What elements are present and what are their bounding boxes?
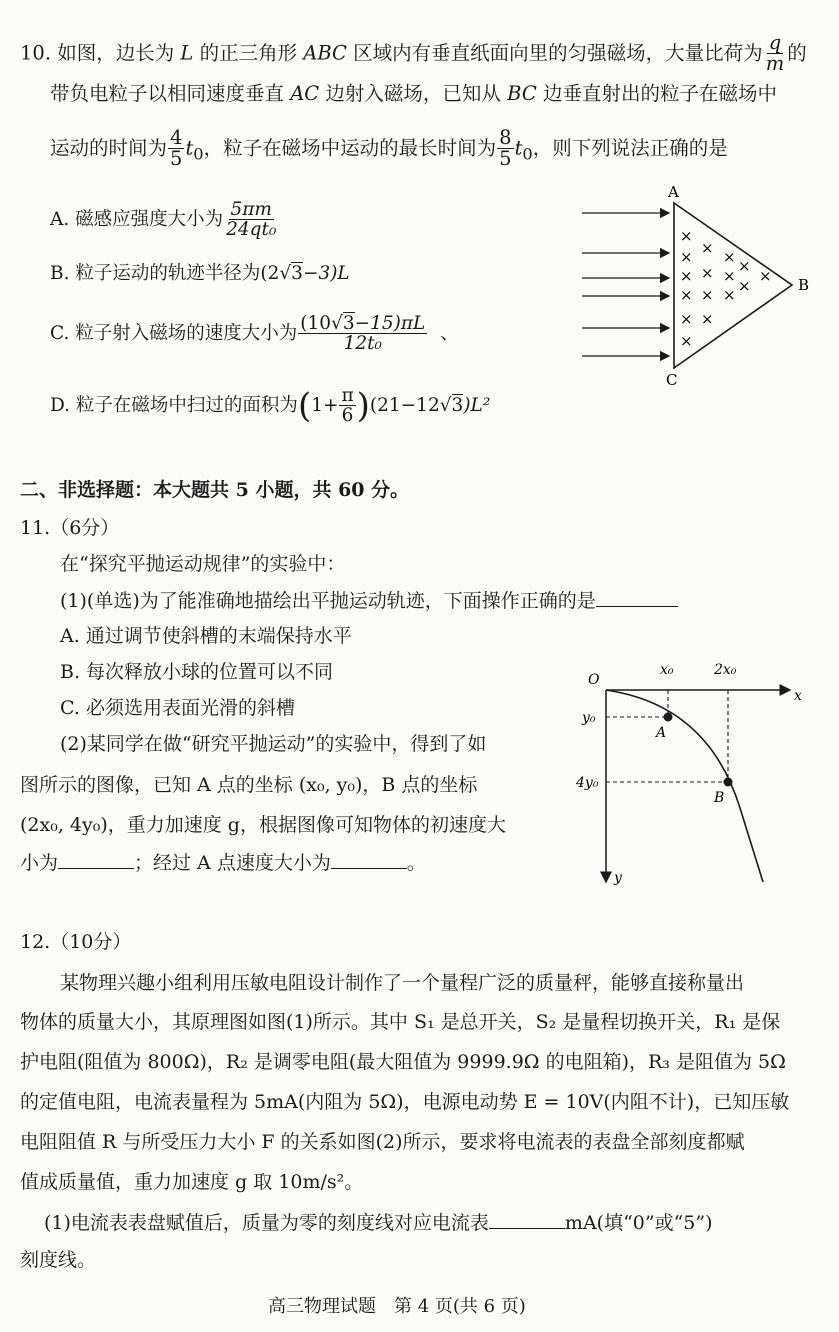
cross-mark: × [723, 248, 736, 266]
vertex-a-label: A [668, 183, 679, 201]
q11-part2-line1: (2)某同学在做“研究平抛运动”的实验中，得到了如 [60, 733, 487, 755]
q12-line3: 护电阻(阻值为 800Ω)，R₂ 是调零电阻(最大阻值为 9999.9Ω 的电阻箱)，R₃ 是阻值为 5Ω [20, 1051, 786, 1073]
cross-mark: × [680, 248, 693, 266]
vertex-c-label: C [666, 371, 678, 389]
q11-option-c: C. 必须选用表面光滑的斜槽 [60, 697, 295, 719]
point-b-label: B [714, 790, 725, 806]
q12-part1: (1)电流表表盘赋值后，质量为零的刻度线对应电流表 mA(填“0”或“5”) [44, 1212, 713, 1234]
q12-line5: 电阻阻值 R 与所受压力大小 F 的关系如图(2)所示，要求将电流表的表盘全部刻度都赋 [20, 1131, 745, 1153]
cross-mark: × [680, 286, 693, 304]
projectile-trajectory-figure [568, 660, 818, 895]
trajectory-curve [606, 690, 763, 882]
cross-mark: × [723, 267, 736, 285]
x-axis-label: x [794, 688, 802, 704]
q10-var-abc: ABC [303, 41, 347, 65]
cross-mark: × [759, 267, 772, 285]
q10-text: 的 [787, 41, 807, 65]
vertex-b-label: B [798, 276, 810, 294]
option-c-fraction: $\frac{(10√3-15)\pi L}{\text{12t₀}}$ [300, 313, 426, 355]
q10-option-b: B. 粒子运动的轨迹半径为(2√3−3)L [50, 263, 350, 284]
section-2-title: 二、非选择题：本大题共 5 小题，共 60 分。 [20, 479, 410, 501]
answer-blank[interactable] [331, 850, 407, 869]
2x0-label: 2x₀ [714, 662, 737, 678]
cross-mark: × [738, 257, 751, 275]
q10-line2: 带负电粒子以相同速度垂直 AC 边射入磁场，已知从 BC 边垂直射出的粒子在磁场中 [50, 82, 777, 105]
q10-text: 区域内有垂直纸面向里的匀强磁场，大量比荷为 [346, 41, 763, 65]
cross-mark: × [701, 264, 714, 282]
fraction-8-5: $\frac{8}{5}$ [499, 126, 512, 171]
q11-header: 11.（6分） [20, 517, 120, 539]
answer-blank[interactable] [489, 1210, 565, 1229]
q11-part2-line3: (2x₀, 4y₀)，重力加速度 g，根据图像可知物体的初速度大 [20, 814, 506, 836]
q12-line4: 的定值电阻，电流表量程为 5mA(内阻为 5Ω)，电源电动势 E = 10V(内阻不计)，已知压敏 [20, 1091, 790, 1113]
page-footer: 高三物理试题 第 4 页(共 6 页) [268, 1296, 526, 1317]
cross-mark: × [680, 267, 693, 285]
q10-line1 [20, 33, 807, 75]
answer-blank[interactable] [596, 588, 678, 607]
cross-mark: × [680, 332, 693, 350]
cross-mark: × [738, 277, 751, 295]
q11-option-b: B. 每次释放小球的位置可以不同 [60, 661, 334, 683]
answer-blank[interactable] [58, 850, 134, 869]
y0-label: y₀ [582, 710, 596, 726]
q11-option-a: A. 通过调节使斜槽的末端保持水平 [60, 625, 352, 647]
q10-line3: 运动的时间为 $\frac{4}{5}$ $t_0$，粒子在磁场中运动的最长时间为 $\frac{8}{5}$ $t_0$，则下列说法正确的是 [50, 126, 728, 171]
point-a [664, 713, 673, 722]
fraction-4-5: $\frac{4}{5}$ [170, 126, 183, 171]
q10-option-d: D. 粒子在磁场中扫过的面积为(1+ $\frac{\pi}{6}$ )(21−12√3)L² [50, 385, 491, 427]
magnetic-field-triangle-figure [570, 178, 820, 398]
y-axis-label: y [614, 870, 622, 886]
q12-part1-end: 刻度线。 [20, 1249, 97, 1271]
cross-mark: × [701, 239, 714, 257]
cross-mark: × [701, 310, 714, 328]
point-a-label: A [656, 725, 667, 741]
cross-mark: × [701, 286, 714, 304]
q12-line1: 某物理兴趣小组利用压敏电阻设计制作了一个量程广泛的质量秤，能够直接称量出 [60, 972, 745, 994]
point-b [724, 778, 733, 787]
cross-mark: × [680, 310, 693, 328]
4y0-label: 4y₀ [576, 775, 599, 791]
origin-label: O [588, 672, 600, 688]
q10-option-a: A. 磁感应强度大小为 $\frac{5\pi m}{\text{24qt₀}}$ [50, 199, 277, 241]
option-d-fraction: $\frac{\pi}{6}$ [341, 385, 354, 427]
q12-line2: 物体的质量大小，其原理图如图(1)所示。其中 S₁ 是总开关，S₂ 是量程切换开关，R₁ 是保 [20, 1011, 781, 1033]
q11-intro: 在“探究平抛运动规律”的实验中： [60, 553, 346, 575]
cross-mark: × [723, 286, 736, 304]
charge-mass-ratio: $\frac{q}{m}$ [765, 31, 785, 76]
q12-header: 12.（10分） [20, 931, 132, 953]
q11-part2-line2: 图所示的图像，已知 A 点的坐标 (x₀, y₀)，B 点的坐标 [20, 774, 478, 796]
cross-mark: × [680, 227, 693, 245]
q11-part2-line4: 小为 ；经过 A 点速度大小为 。 [20, 852, 426, 874]
q10-text: 10. 如图，边长为 [20, 41, 181, 65]
x0-label: x₀ [660, 662, 674, 678]
q10-option-c: C. 粒子射入磁场的速度大小为 $\frac{(10√3-15)\pi L}{\text{12t₀}}$ 、 [50, 313, 459, 355]
q10-text: 的正三角形 [193, 41, 304, 65]
q10-var-l: L [180, 41, 194, 65]
q11-part1: (1)(单选)为了能准确地描绘出平抛运动轨迹，下面操作正确的是 [60, 588, 678, 613]
option-a-fraction: $\frac{5\pi m}{\text{24qt₀}}$ [226, 199, 277, 241]
q12-line6: 值成质量值，重力加速度 g 取 10m/s²。 [20, 1171, 364, 1193]
